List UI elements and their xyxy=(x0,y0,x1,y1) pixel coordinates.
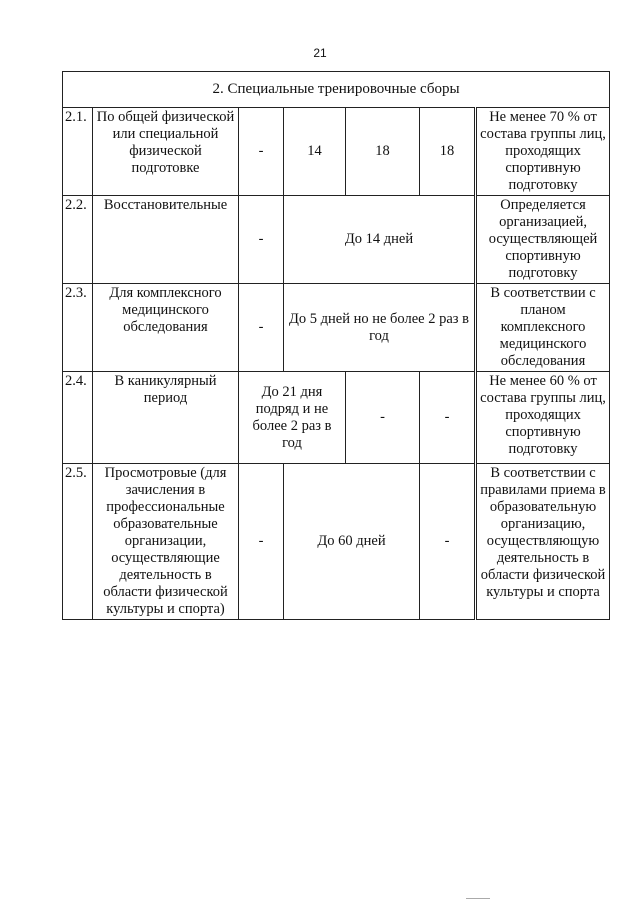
table-row xyxy=(63,108,610,196)
camp-type: Восстановительные xyxy=(93,196,239,284)
participants-note: В соответствии с планом комплексного медицинского обследования xyxy=(476,284,610,372)
row-number: 2.1. xyxy=(63,108,93,196)
table-row xyxy=(63,196,610,284)
camp-type: Просмотровые (для зачисления в профессиональные образовательные организации, осуществляющие деятельность в области физической культуры и спорта) xyxy=(93,464,239,620)
cell-value: - xyxy=(239,108,284,196)
camp-type: Для комплексного медицинского обследования xyxy=(93,284,239,372)
participants-note: Не менее 60 % от состава группы лиц, проходящих спортивную подготовку xyxy=(476,372,610,464)
camp-type: В каникулярный период xyxy=(93,372,239,464)
training-camps-table xyxy=(62,71,610,620)
cell-value: - xyxy=(420,372,476,464)
participants-note: В соответствии с правилами приема в образовательную организацию, осуществляющую деятельность в области физической культуры и спорта xyxy=(476,464,610,620)
cell-value: 18 xyxy=(346,108,420,196)
scan-artifact xyxy=(466,898,490,899)
row-number: 2.3. xyxy=(63,284,93,372)
participants-note: Определяется организацией, осуществляющей спортивную подготовку xyxy=(476,196,610,284)
cell-value: - xyxy=(239,196,284,284)
section-header-row xyxy=(63,72,610,108)
camp-type: По общей физической или специальной физической подготовке xyxy=(93,108,239,196)
cell-value: - xyxy=(346,372,420,464)
table-row xyxy=(63,284,610,372)
duration-span: До 21 дня подряд и не более 2 раз в год xyxy=(239,372,346,464)
duration-span: До 5 дней но не более 2 раз в год xyxy=(284,284,476,372)
table-row xyxy=(63,372,610,464)
page-number: 21 xyxy=(313,46,327,60)
duration-span: До 60 дней xyxy=(284,464,420,620)
cell-value: - xyxy=(420,464,476,620)
cell-value: 18 xyxy=(420,108,476,196)
cell-value: - xyxy=(239,464,284,620)
section-title: 2. Специальные тренировочные сборы xyxy=(63,72,610,108)
table-row xyxy=(63,464,610,620)
cell-value: - xyxy=(239,284,284,372)
row-number: 2.2. xyxy=(63,196,93,284)
participants-note: Не менее 70 % от состава группы лиц, проходящих спортивную подготовку xyxy=(476,108,610,196)
row-number: 2.4. xyxy=(63,372,93,464)
row-number: 2.5. xyxy=(63,464,93,620)
duration-span: До 14 дней xyxy=(284,196,476,284)
cell-value: 14 xyxy=(284,108,346,196)
